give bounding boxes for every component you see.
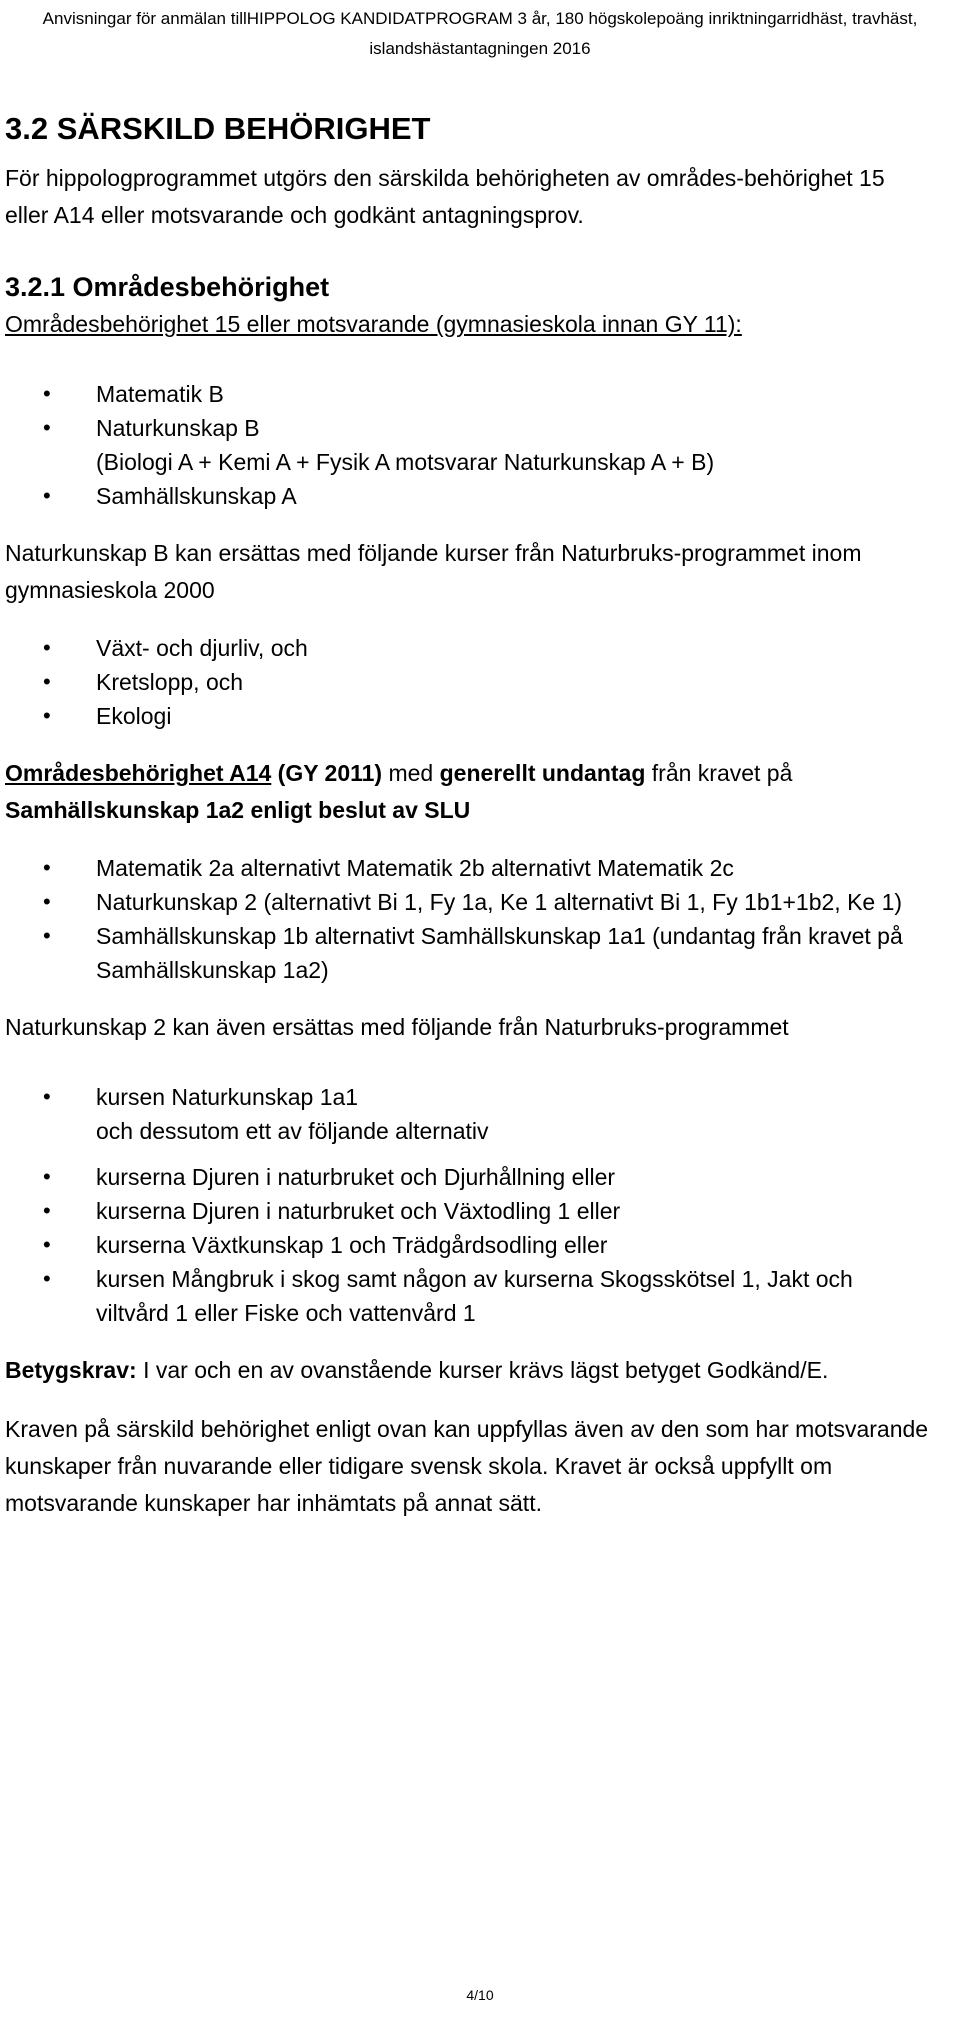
page-header (0, 0, 960, 64)
a14-text-1: med (388, 760, 440, 786)
header-line-1: Anvisningar för anmälan tillHIPPOLOG KANDIDATPROGRAM 3 år, 180 högskolepoäng inriktningarridhäst, travhäst, (42, 9, 918, 28)
list-item: • Samhällskunskap 1b alternativt Samhällskunskap 1a1 (undantag från kravet på Samhällskunskap 1a2) (5, 919, 930, 987)
closing-paragraph: Kraven på särskild behörighet enligt ovan kan uppfyllas även av den som har motsvarande kunskaper från nuvarande eller tidigare svensk skola. Kravet är också uppfyllt om motsvarande kunskaper har inhämtats på annat sätt. (5, 1416, 929, 1516)
list-item: • Samhällskunskap A (5, 479, 930, 513)
nk-b-list (5, 631, 930, 733)
a14-decision: Samhällskunskap 1a2 enligt beslut av SLU (5, 797, 471, 823)
a14-gy: (GY 2011) (271, 760, 389, 786)
list-item-text: Naturkunskap B (96, 415, 260, 441)
list-item (5, 411, 930, 479)
grade-text: I var och en av ovanstående kurser krävs lägst betyget Godkänd/E. (136, 1357, 829, 1383)
subsection-title: 3.2.1 Områdesbehörighet (5, 272, 330, 302)
grade-label: Betygskrav: (5, 1357, 137, 1383)
a14-text-2: från kravet på (645, 760, 793, 786)
ob15-list (5, 377, 930, 513)
section-title: 3.2 SÄRSKILD BEHÖRIGHET (5, 111, 431, 146)
page-number: 4/10 (466, 1987, 494, 2003)
list-item: • Matematik B (5, 377, 930, 411)
list-item-note: (Biologi A + Kemi A + Fysik A motsvarar Naturkunskap A + B) (96, 449, 715, 475)
list-item: • kursen Mångbruk i skog samt någon av kurserna Skogsskötsel 1, Jakt och viltvård 1 eller Fiske och vattenvård 1 (5, 1262, 930, 1330)
document-body (5, 108, 930, 1522)
list-item: • kurserna Växtkunskap 1 och Trädgårdsodling eller (5, 1228, 930, 1262)
grade-requirement (5, 1352, 930, 1389)
nk2-list (5, 1080, 930, 1330)
header-line-2: islandshästantagningen 2016 (369, 39, 591, 58)
a14-exception: generellt undantag (439, 760, 646, 786)
a14-list (5, 851, 930, 987)
list-item: • Matematik 2a alternativt Matematik 2b alternativt Matematik 2c (5, 851, 930, 885)
section-intro: För hippologprogrammet utgörs den särskilda behörigheten av områdes-behörighet 15 eller A14 eller motsvarande och godkänt antagningsprov. (5, 165, 885, 228)
list-item: • kurserna Djuren i naturbruket och Djurhållning eller (5, 1160, 930, 1194)
a14-label: Områdesbehörighet A14 (5, 760, 272, 786)
list-item-note: och dessutom ett av följande alternativ (96, 1118, 489, 1144)
list-item: • Kretslopp, och (5, 665, 930, 699)
list-item: • Naturkunskap 2 (alternativt Bi 1, Fy 1a, Ke 1 alternativt Bi 1, Fy 1b1+1b2, Ke 1) (5, 885, 930, 919)
list-item: • kurserna Djuren i naturbruket och Växtodling 1 eller (5, 1194, 930, 1228)
a14-heading (5, 755, 930, 829)
nk2-text: Naturkunskap 2 kan även ersättas med följande från Naturbruks-programmet (5, 1014, 789, 1040)
list-item (5, 1080, 930, 1148)
list-item: • Växt- och djurliv, och (5, 631, 930, 665)
nk-b-text: Naturkunskap B kan ersättas med följande kurser från Naturbruks-programmet inom gymnasieskola 2000 (5, 540, 862, 603)
list-item: • Ekologi (5, 699, 930, 733)
ob15-heading: Områdesbehörighet 15 eller motsvarande (gymnasieskola innan GY 11): (5, 311, 742, 337)
list-item-text: kursen Naturkunskap 1a1 (96, 1084, 359, 1110)
